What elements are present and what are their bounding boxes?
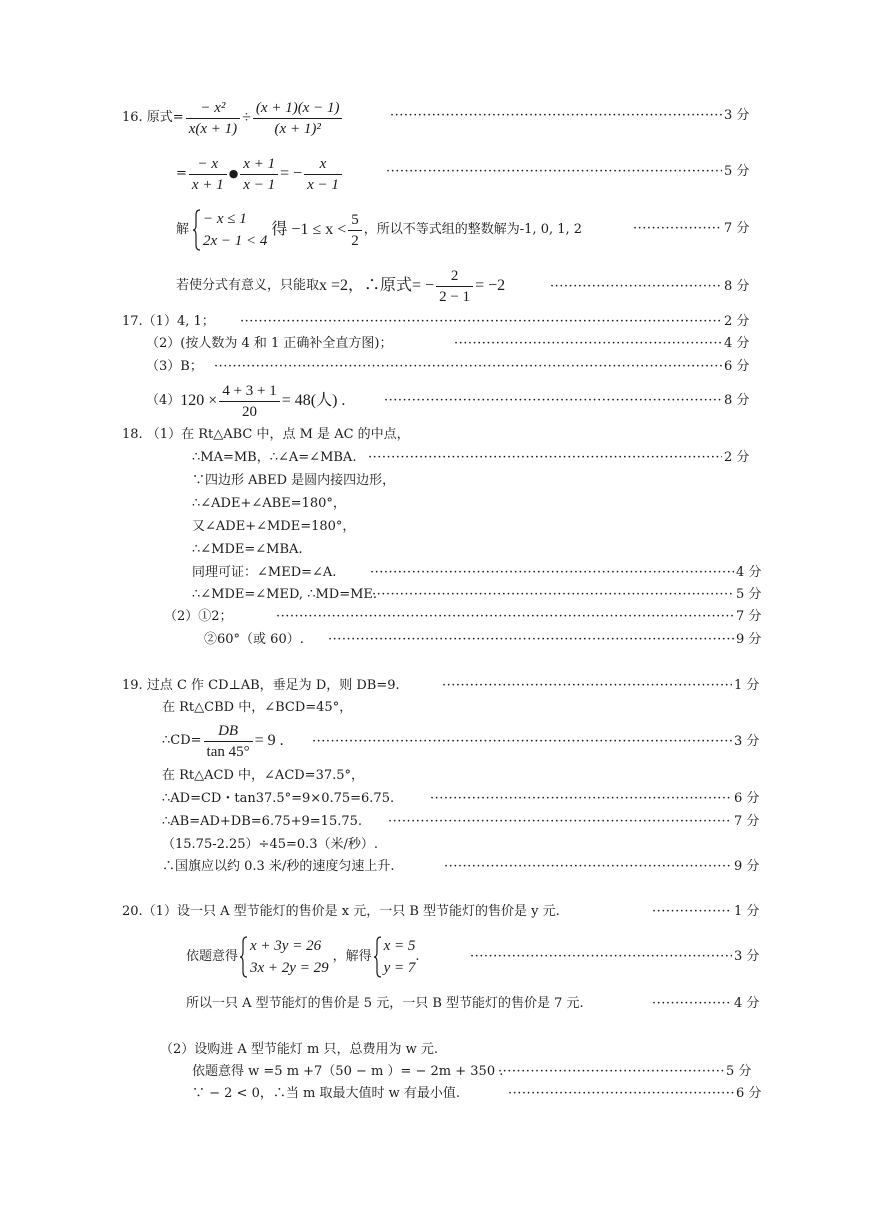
q19-l2: 在 Rt△CBD 中，∠BCD=45°， [162,700,353,715]
q16-sys-row2: 2x − 1 < 4 [203,233,268,249]
q18-score-l8: 5 分 [736,587,762,602]
q19-score-l3: 3 分 [734,734,760,749]
q16-frac2-den: (x + 1)² [274,120,321,137]
q20-l5: 依题意得 w =5 m +7（50 − m ）= − 2m + 350 . [192,1064,504,1079]
q16-system [193,208,267,252]
q16-line2 [176,152,344,196]
q19-frac [204,722,253,761]
q17-p4-mult: 120 × [180,392,218,409]
q16-x-eq-2: x =2，∴原式= − [319,277,435,294]
q16-frac2 [253,99,343,138]
q16-frac4 [240,155,278,194]
q18-score-l7: 4 分 [736,565,762,580]
q18-l4: ∴∠ADE+∠ABE=180°， [192,496,346,511]
q16-result: = −2 [475,277,506,294]
q16-label: 16. 原式= [122,110,184,125]
q18-l9: （2）①2； [164,609,233,624]
q16-line4 [176,264,505,308]
q16-sys-row1: − x ≤ 1 [203,211,247,227]
q17-score-2: 4 分 [724,336,750,351]
q17-leader-3 [214,360,722,374]
q19-l3-prefix: ∴CD= [162,733,202,748]
q20-l2-mid: ，解得 [332,949,372,964]
q19-l1: 19. 过点 C 作 CD⊥AB，垂足为 D，则 DB=9. [122,678,400,693]
q19-l5: ∴AD=CD・tan37.5°=9×0.75=6.75. [162,791,395,806]
q16-leader-1 [390,109,722,123]
q20-leader-l1 [652,905,732,919]
q19-frac-den: tan 45° [206,743,250,760]
q17-leader-4 [384,394,722,408]
q20-l2-prefix: 依题意得 [186,949,239,964]
q16-frac6-den: 2 [351,232,359,249]
q16-int-solution: ，所以不等式组的整数解为-1, 0, 1, 2 [363,222,583,237]
q18-leader-l10 [328,633,734,647]
q16-leader-4 [550,280,722,294]
q19-score-l1: 1 分 [734,678,760,693]
q16-frac4-den: x − 1 [243,176,276,193]
q16-frac7-num: 2 [436,267,473,287]
q16-score-1: 3 分 [724,108,750,123]
q18-leader-l8 [372,588,734,602]
q18-l3: ∵四边形 ABED 是圆内接四边形， [192,473,396,488]
q16-frac5-den: x − 1 [307,176,339,193]
q20-score-l3: 4 分 [734,996,760,1011]
q18-leader-l9 [276,610,734,624]
q18-l1: 18. （1）在 Rt△ABC 中，点 M 是 AC 的中点， [122,427,410,442]
q18-l8: ∴∠MDE=∠MED, ∴MD=ME. [192,587,378,602]
q19-leader-l8 [444,860,732,874]
q17-frac-num: 4 + 3 + 1 [219,382,279,402]
q19-leader-l1 [442,679,732,693]
q16-eq-neg: = − [280,165,303,182]
q20-leader-l6 [508,1087,734,1101]
q17-p4-result: = 48(人) . [281,392,346,409]
q16-get-text: 得 −1 ≤ x < [271,221,347,238]
q20-sys1-row1: x + 3y = 26 [250,938,322,954]
q20-sys2-row1: x = 5 [383,938,416,954]
q17-p4 [146,378,345,424]
q18-l5: 又∠ADE+∠MDE=180°， [192,519,356,534]
q16-meaning-text: 若使分式有意义，只能取 [176,278,320,293]
q16-score-2: 5 分 [724,164,750,179]
q18-score-l10: 9 分 [736,632,762,647]
q17-frac-den: 20 [242,403,258,420]
q19-score-l5: 6 分 [734,791,760,806]
q17-p3: （3）B； [146,359,203,374]
q18-score-l2: 2 分 [724,450,750,465]
q16-frac2-num: (x + 1)(x − 1) [253,99,343,119]
q16-frac3-den: x + 1 [191,176,224,193]
q17-leader-1 [240,315,722,329]
q19-leader-l3 [312,735,732,749]
q19-frac-num: DB [204,722,253,742]
q17-score-1: 2 分 [724,314,750,329]
q18-l10: ②60°（或 60）. [204,632,304,647]
q19-score-l8: 9 分 [734,859,760,874]
q20-system-2 [374,935,416,979]
q16-frac5 [304,155,342,194]
brace-icon [193,209,201,251]
q16-frac6 [348,211,362,250]
brace-icon [240,936,248,978]
q16-frac3 [189,155,227,194]
q17-frac [219,382,279,421]
q19-l4: 在 Rt△ACD 中，∠ACD=37.5°， [162,768,365,783]
q19-l6: ∴AB=AD+DB=6.75+9=15.75. [162,814,363,829]
q20-score-l5: 5 分 [726,1064,752,1079]
q18-score-l9: 7 分 [736,609,762,624]
q20-l4: （2）设购进 A 型节能灯 m 只，总费用为 w 元. [160,1042,439,1057]
q16-score-4: 8 分 [724,279,750,294]
q16-frac3-num: − x [189,155,227,175]
q16-frac4-num: x + 1 [240,155,278,175]
q16-frac7-den: 2 − 1 [439,288,471,305]
brace-icon [374,936,382,978]
q16-frac7 [436,267,473,306]
q17-p1: 17.（1）4, 1； [122,314,215,329]
q20-score-l2: 3 分 [734,949,760,964]
q17-p2: （2）(按人数为 4 和 1 正确补全直方图)； [146,336,393,351]
q16-frac1-num: − x² [186,99,240,119]
q17-score-3: 6 分 [724,359,750,374]
q18-l6: ∴∠MDE=∠MBA. [192,542,303,557]
q16-leader-3 [633,222,722,236]
q16-frac1 [186,99,240,138]
q18-l2: ∴MA=MB，∴∠A=∠MBA. [192,450,357,465]
q20-score-l6: 6 分 [736,1086,762,1101]
q19-l3-suffix: = 9 . [254,732,284,749]
q17-score-4: 8 分 [724,393,750,408]
q20-leader-l3 [652,997,732,1011]
q18-leader-l2 [368,451,722,465]
q19-l8: ∴国旗应以约 0.3 米/秒的速度匀速上升. [162,859,395,874]
q20-l3: 所以一只 A 型节能灯的售价是 5 元，一只 B 型节能灯的售价是 7 元. [186,996,584,1011]
q17-leader-2 [454,337,722,351]
q16-solve-label: 解 [176,222,190,237]
q16-div-op: ÷ [242,109,251,126]
q16-line2-eq: = [176,166,187,181]
q20-leader-l2 [470,950,732,964]
q16-line3 [176,206,582,254]
q20-sys2-row2: y = 7 [383,960,416,976]
q18-leader-l7 [370,566,734,580]
q16-line1 [122,96,344,140]
q16-dot-op: ● [228,167,239,180]
q19-l3 [162,718,284,764]
q20-l1: 20.（1）设一只 A 型节能灯的售价是 x 元，一只 B 型节能灯的售价是 y 元. [122,904,560,919]
q17-p4-prefix: （4） [146,393,181,408]
q20-leader-l5 [498,1065,724,1079]
q19-leader-l6 [388,815,732,829]
q19-score-l6: 7 分 [734,814,760,829]
q16-frac6-num: 5 [348,211,362,231]
q18-l7: 同理可证：∠MED=∠A. [192,565,337,580]
q20-l2 [186,932,420,982]
q20-score-l1: 1 分 [734,904,760,919]
q19-l7: （15.75-2.25）÷45=0.3（米/秒）. [162,837,379,852]
q20-system-1 [240,935,329,979]
q16-score-3: 7 分 [724,221,750,236]
q16-leader-2 [386,165,722,179]
q19-leader-l5 [430,792,732,806]
q20-l2-end: . [415,949,420,964]
q20-sys1-row2: 3x + 2y = 29 [250,960,329,976]
q20-l6: ∵ − 2 < 0，∴当 m 取最大值时 w 有最小值. [192,1086,460,1101]
q16-frac5-num: x [304,155,342,175]
q16-frac1-den: x(x + 1) [188,120,238,137]
